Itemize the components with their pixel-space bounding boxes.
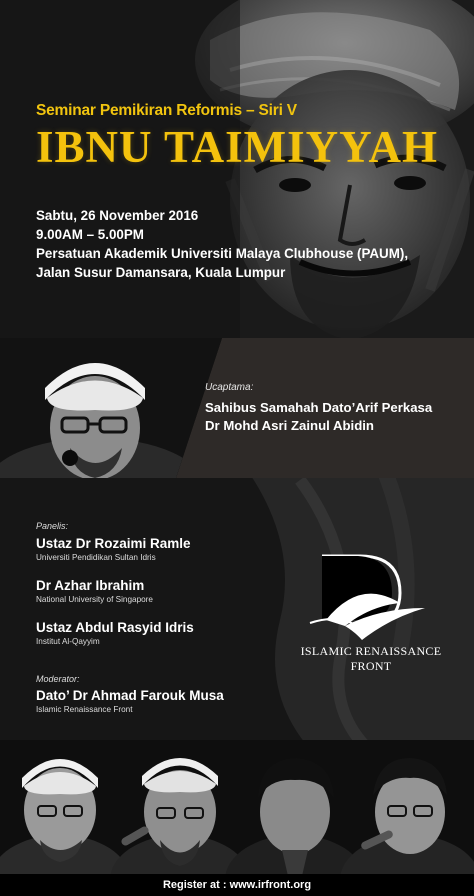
keynote-band	[0, 338, 474, 478]
panelist-1-affiliation: Universiti Pendidikan Sultan Idris	[36, 553, 156, 562]
irf-logo-line2: FRONT	[350, 659, 392, 673]
moderator-name: Dato’ Dr Ahmad Farouk Musa	[36, 688, 224, 703]
irf-logo-line1: ISLAMIC RENAISSANCE	[300, 644, 442, 658]
panelist-3-affiliation: Institut Al-Qayyim	[36, 637, 100, 646]
event-venue-line2: Jalan Susur Damansara, Kuala Lumpur	[36, 265, 286, 280]
keynote-speaker-name: Dr Mohd Asri Zainul Abidin	[205, 418, 374, 433]
keynote-speaker-photo	[0, 338, 230, 478]
panelist-3-name: Ustaz Abdul Rasyid Idris	[36, 620, 194, 635]
registration-footer	[0, 874, 474, 896]
keynote-label: Ucaptama:	[205, 382, 254, 393]
panelist-2-name: Dr Azhar Ibrahim	[36, 578, 145, 593]
event-venue-line1: Persatuan Akademik Universiti Malaya Clubhouse (PAUM),	[36, 246, 409, 261]
event-subtitle: Seminar Pemikiran Reformis – Siri V	[36, 102, 297, 119]
event-title: IBNU TAIMIYYAH	[36, 122, 438, 172]
panel-label: Panelis:	[36, 521, 69, 531]
panelist-2-affiliation: National University of Singapore	[36, 595, 153, 604]
keynote-speaker-title: Sahibus Samahah Dato’Arif Perkasa	[205, 400, 433, 415]
registration-text[interactable]: Register at : www.irfront.org	[162, 879, 312, 891]
moderator-affiliation: Islamic Renaissance Front	[36, 705, 133, 714]
speakers-photo-strip	[0, 740, 474, 876]
irf-logo-icon	[300, 548, 430, 648]
moderator-label: Moderator:	[36, 674, 80, 684]
event-date: Sabtu, 26 November 2016	[36, 208, 199, 223]
event-details	[36, 206, 408, 282]
irf-logo-text	[286, 644, 456, 674]
event-time: 9.00AM – 5.00PM	[36, 227, 144, 242]
panelist-1-name: Ustaz Dr Rozaimi Ramle	[36, 536, 191, 551]
